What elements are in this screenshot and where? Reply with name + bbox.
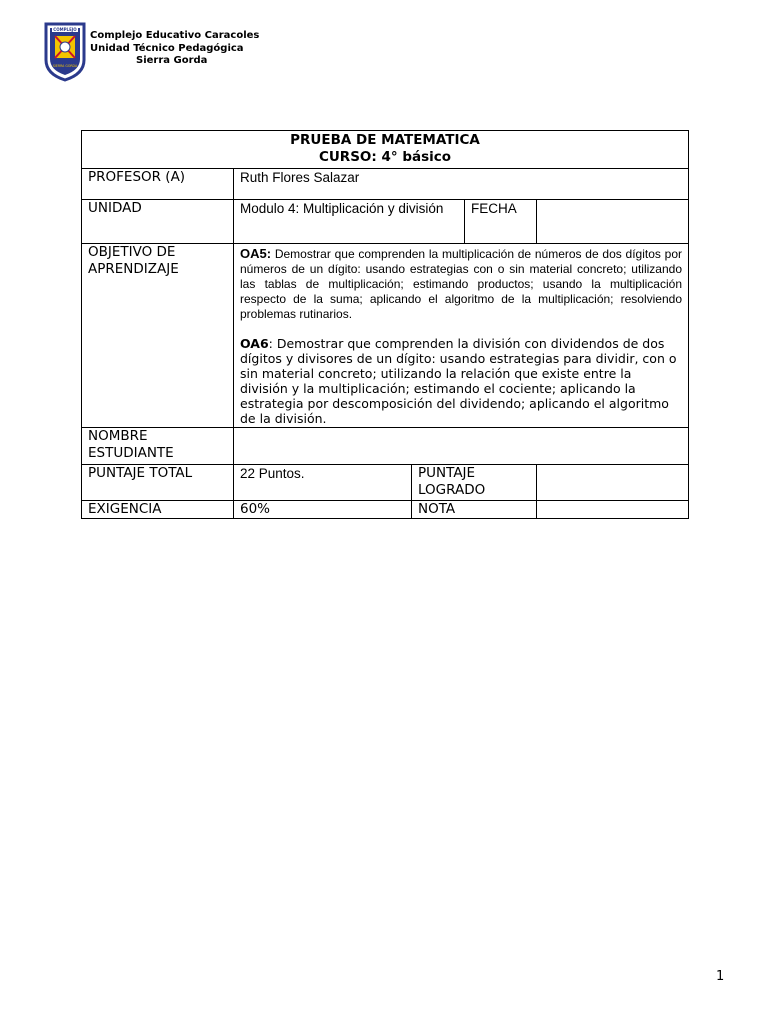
school-unit: Unidad Técnico Pedagógica — [90, 42, 244, 54]
school-name: Complejo Educativo Caracoles — [90, 30, 260, 41]
puntaje-row — [82, 465, 689, 501]
objetivo-label: OBJETIVO DE APRENDIZAJE — [82, 244, 234, 428]
page-number: 1 — [716, 969, 725, 984]
puntaje-logrado-value[interactable] — [537, 465, 689, 501]
exam-info-table — [81, 130, 689, 519]
unidad-value: Modulo 4: Multiplicación y división — [234, 200, 465, 244]
exam-title-cell — [82, 131, 689, 169]
nombre-label: NOMBRE ESTUDIANTE — [82, 428, 234, 465]
unidad-label: UNIDAD — [82, 200, 234, 244]
exam-course: CURSO: 4° básico — [318, 149, 452, 165]
oa5-paragraph — [240, 246, 682, 322]
profesor-label: PROFESOR (A) — [82, 169, 234, 200]
exigencia-value: 60% — [234, 501, 412, 519]
exigencia-row — [82, 501, 689, 519]
objetivo-row — [82, 244, 689, 428]
puntaje-logrado-label: PUNTAJE LOGRADO — [412, 465, 537, 501]
exam-title: PRUEBA DE MATEMATICA — [290, 132, 480, 148]
oa6-code: OA6 — [240, 336, 269, 351]
nota-value[interactable] — [537, 501, 689, 519]
profesor-value: Ruth Flores Salazar — [234, 169, 689, 200]
fecha-label: FECHA — [465, 200, 537, 244]
school-info — [90, 30, 310, 68]
exigencia-label: EXIGENCIA — [82, 501, 234, 519]
objetivo-content — [234, 244, 689, 428]
unidad-row — [82, 200, 689, 244]
title-row — [82, 131, 689, 169]
logo-text-top: COMPLEJO — [53, 27, 77, 32]
nombre-row — [82, 428, 689, 465]
puntaje-total-label: PUNTAJE TOTAL — [82, 465, 234, 501]
oa6-paragraph — [240, 336, 682, 426]
profesor-row — [82, 169, 689, 200]
school-location: Sierra Gorda — [136, 55, 208, 66]
oa5-code: OA5: — [240, 246, 272, 261]
logo-text-bottom: SIERRA GORDA — [52, 64, 78, 68]
oa6-text: : Demostrar que comprenden la división con dividendos de dos dígitos y divisores de un dígito: usando estrategias para dividir, con o sin material concreto; utilizando la relación que existe entre la división y la multiplicación; estimando el cociente; aplicando la estrategia por descomposición del dividendo; aplicando el algoritmo de la división. — [240, 336, 677, 426]
fecha-value[interactable] — [537, 200, 689, 244]
nombre-value[interactable] — [234, 428, 689, 465]
puntaje-total-value: 22 Puntos. — [234, 465, 412, 501]
school-crest-logo — [44, 22, 86, 82]
nota-label: NOTA — [412, 501, 537, 519]
oa5-text: Demostrar que comprenden la multiplicación de números de dos dígitos por números de un dígito: usando estrategias con o sin material concreto; utilizando las tablas de multiplicación; estimando productos; usando la multiplicación respecto de la suma; aplicando el algoritmo de la multiplicación; resolviendo problemas rutinarios. — [240, 247, 682, 321]
